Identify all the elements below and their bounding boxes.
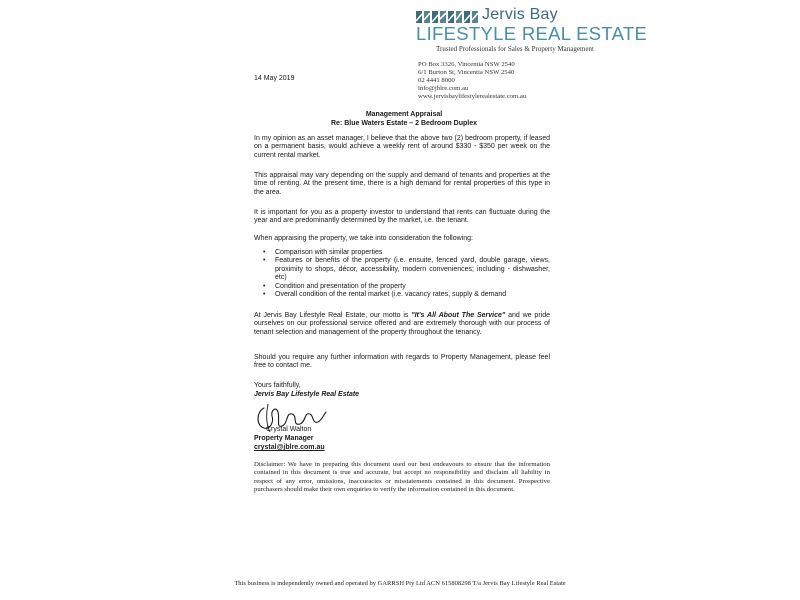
- paragraph-considerations-intro: When appraising the property, we take into consideration the following:: [254, 235, 473, 242]
- brand-name-main: LIFESTYLE REAL ESTATE: [416, 23, 648, 44]
- closing-salutation: Yours faithfully,: [254, 382, 301, 389]
- paragraph-appraisal: In my opinion as an asset manager, I believe that the above two (2) bedroom property, if leased on a permanent basis, would achieve a weekly rent of around $330 - $350 per week on the current rental market.: [254, 135, 550, 159]
- signer-title: Property Manager: [254, 435, 314, 442]
- paragraph-variation: This appraisal may vary depending on the supply and demand of tenants and properties at the time of renting. At the present time, there is a high demand for rental properties of this type in the area.: [254, 172, 550, 196]
- list-item: • Features or benefits of the property (i.e. ensuite, fenced yard, double garage, views, proximity to shops, décor, accessibility, modern conveniences; including - dishwasher, etc): [263, 257, 550, 282]
- footer-ownership-note: This business is independently owned and operated by GARRSH Pty Ltd ACN 615808298 T/a Jervis Bay Lifestyle Real Estate: [234, 580, 566, 587]
- motto-text: "It's All About The Service": [411, 312, 506, 319]
- company-name-signoff: Jervis Bay Lifestyle Real Estate: [254, 391, 360, 398]
- list-item: • Overall condition of the rental market (i.e. vacancy rates, supply & demand: [263, 291, 550, 299]
- motto-trail-text: and we pride ourselves on our professional service offered and are extremely thorough with our process of tenant selection and management of the property throughout the tenancy.: [254, 312, 550, 336]
- signer-name: Crystal Walton: [266, 426, 312, 433]
- phone-number: 02 4441 8000: [418, 77, 455, 84]
- list-item: • Comparison with similar properties: [263, 249, 550, 257]
- tagline: Trusted Professionals for Sales & Property Management: [436, 45, 594, 53]
- list-item: • Condition and presentation of the property: [263, 283, 550, 291]
- paragraph-fluctuation: It is important for you as a property investor to understand that rents can fluctuate during the year and are predominantly determined by the market, i.e. the tenant.: [254, 209, 550, 225]
- considerations-list: [263, 249, 550, 299]
- bar-stripes-logo-icon: [416, 11, 479, 23]
- paragraph-contact: Should you require any further information with regards to Property Management, please feel free to contact me.: [254, 354, 550, 370]
- brand-name-top: Jervis Bay: [482, 6, 558, 23]
- disclaimer: Disclaimer: We have in preparing this document used our best endeavours to ensure that the information contained in this document is true and accurate, but accept no responsibility and disclaim all liability in respect of any error, omissions, inaccuracies or misstatements contained in this document. Prospective purchasers should make their own enquiries to verify the information contained in this document.: [254, 461, 550, 493]
- paragraph-motto: [254, 312, 550, 337]
- address-street: 6/1 Burton St, Vincentia NSW 2540: [418, 69, 515, 76]
- website-url[interactable]: www.jervisbaylifestylerealestate.com.au: [418, 93, 527, 100]
- contact-block: [418, 61, 526, 101]
- subject-block: [254, 111, 554, 128]
- motto-lead-text: At Jervis Bay Lifestyle Real Estate, our motto is: [254, 312, 412, 319]
- signer-email-link[interactable]: crystal@jblre.com.au: [254, 444, 325, 451]
- subject-title: Management Appraisal: [365, 111, 443, 118]
- address-po-box: PO Box 3326, Vincentia NSW 2540: [418, 61, 515, 68]
- subject-reference: Re: Blue Waters Estate – 2 Bedroom Duplex: [330, 119, 477, 127]
- letter-date: 14 May 2019: [254, 75, 295, 82]
- email-address[interactable]: info@jblre.com.au: [418, 85, 469, 92]
